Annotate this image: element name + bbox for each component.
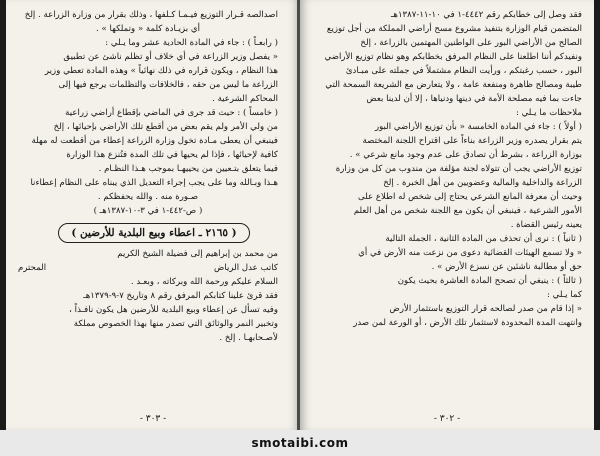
page-number: - ٣٠٢ - [433,414,461,424]
text-line: طيبة ومصالح ظاهرة ومنفعة عامة ، ولا يتعارض مع الشريعة السمحة التي [325,80,582,90]
text-line: « ولا تسمع الهيئات القضائية دعوى من نزعت منه الأرض في أي [358,248,582,258]
text-line: توزيع الأراضي يجب أن تتولاه لجنة مؤلفة من مندوب من كل من وزارة [335,164,582,174]
text-line: المحاكم الشرعية . [212,94,278,104]
text-line: الزراعة والداخلية والمالية وعضويين من أهل الخبرة . إلخ [383,178,582,188]
text-line: ونفيدكم أننا اطلعنا على النظام المرفق بخطابكم وهو نظام توزيع الأراضي [324,52,582,62]
text-line: الصالح من الأراضي البور على الواطنين المهتمين بالزراعة ، إلخ [360,38,582,48]
text-line: « إذا قام من صدر لصالحه قرار التوزيع باستثمار الأرض [389,304,582,314]
text-line: بوزارة الزراعة ، بشرط أن تصادق على عدم وجود مانع شرعي » . [349,150,582,160]
section-heading: ( ثالثاً ) : ينبغي أن تصحح المادة العاشرة بحيث يكون [397,276,582,286]
text-line: وحيث أن معرفة المانع الشرعي يحتاج إلى شخص له اطلاع على [358,192,582,202]
text-line: وفيه تسأل عن إعطاء وبيع البلدية للأرضين هل يكون نافـذاً ، [69,305,278,315]
text-line: الزراعة ما ليس من حقه ، فالخلافات والتظلمات يرجع فيها إلى [58,80,278,90]
text-line: هذا النظام ، ويكون قراره في ذلك نهائياً » وهذه المادة تعطي وزير [44,66,278,76]
text-line: يتم بقرار يصدره وزير الزراعة بناءاً على اقتراح اللجنة المختصة [362,136,582,146]
section-heading: ( خامساً ) : حيث قد جرى في الماضي بإقطاع أراضي زراعية [65,108,278,118]
reference-line: ( ص-٤٤٢-١ في ٣-١٠-١٣٨٧هـ ) [93,206,203,216]
text-line: فقد قرئ علينا كتابكم المرفق رقم ٨ وتاريخ ٧-٩-١٣٧٩هـ [83,291,278,301]
text-line: اصدالصه قـرار التوزيع فيـمـا كـلفها ، وذلك بقرار من وزارة الزراعة . إلخ [24,10,278,20]
text-line: أي بزيـادة كلمة « وتملكها » . [96,24,200,34]
text-line: الأمور الشرعية ، فينبغي أن يكون مع اللجنة شخص من أهل العلم [353,206,582,216]
text-line: المتضمن قيام الوزارة بتنفيذ مشروع مسح أراضي المملكة من أجل توزيع [326,24,582,34]
section-heading: ( ثانياً ) : نرى أن تحذف من المادة الثانية ، الجملة التالية [385,234,582,244]
text-line: فيما يتعلق بتـعيين من يحييهـا بموجب هـذا النظـام . [98,164,278,174]
text-line: كما يـلي : [547,290,582,300]
right-page [300,0,594,430]
text-line: وانتهت المدة المحدودة لاستثمار تلك الأرض ، أو الورعة لمن صدر [353,318,582,328]
page-number: - ٣٠٣ - [139,414,167,424]
left-text-block-2 [18,106,278,204]
text-line: « يفصل وزير الزراعة في أي خلاف أو تظلم ناشئ عن تطبيق [63,52,278,62]
left-text-block-1 [18,8,278,106]
addressee-title: كاتب عدل الرياض [213,263,278,273]
right-text-block-2 [320,120,582,232]
addressee-row [18,261,278,275]
text-line: هـذا وبـالله وما على يجب إجراء التعديل الذي يبناه على النظام إعطاءنا [30,178,278,188]
honorific: المحترم [18,263,47,273]
addressee-line: من محمد بن إبراهيم إلى فضيلة الشيخ الكريم [117,249,278,259]
text-line: كافية لإحيائها ، فإذا لم يحيها في تلك المدة فتُنزع هذا الوزارة [66,150,278,160]
text-line: السلام عليكم ورحمة الله وبركاته ، وبعـد . [130,277,278,287]
text-line: جاءت بما فيه مصلحة الأمة في دينها ودنياها ، إلا أن لدينا بعض [366,94,582,104]
text-line: يعينه رئيس القضاة . [510,220,582,230]
text-line: صـورة منه . والله يحفظكم . [97,192,199,202]
text-line: وتخبير النمر والوثائق التي تصدر منها بهذا الخصوص مملكة [73,319,278,329]
section-heading: ( رابعـاً ) : جاء في المادة الحادية عشر وما يـلي : [105,38,278,48]
text-line: فقد وصل إلى خطابكم رقم ٤٤٤٢-١ في ١٠-١١-١٣٨٧هـ [390,10,582,20]
section-title: ( ٢١٦٥ ـ اعطاء وبيع البلدية للأرضين ) [58,223,250,243]
book-spread [6,0,594,430]
left-page [6,0,300,430]
right-text-block-3 [320,232,582,274]
text-line: ملاحظات ما يـلي : [515,108,582,118]
text-line: من ولي الأمر ولم يقم بعض من أقطع تلك الأراضي بإحيائها ، إلخ [53,122,278,132]
text-line: البور ، حسب رغبتكم ، ورأيت النظام مشتملاً في جملته على مبـادئ [345,66,582,76]
site-watermark: smotaibi.com [0,430,600,456]
text-line: لأصـحابهـا . إلخ . [219,333,278,343]
section-heading: ( أولاً ) : جاء في المادة الخامسة « بأن توزيع الأراضي البور [374,122,582,132]
right-text-block-4 [320,274,582,330]
right-text-block-1 [320,8,582,120]
text-line: حق أو مطالبة ناشئين عن نسزع الأرض » . [431,262,582,272]
text-line: فينبغي أن يعطى مـادة تخول وزارة الزراعة إعطاء من أقطعت له مهلة [31,136,278,146]
left-text-block-3 [18,275,278,345]
